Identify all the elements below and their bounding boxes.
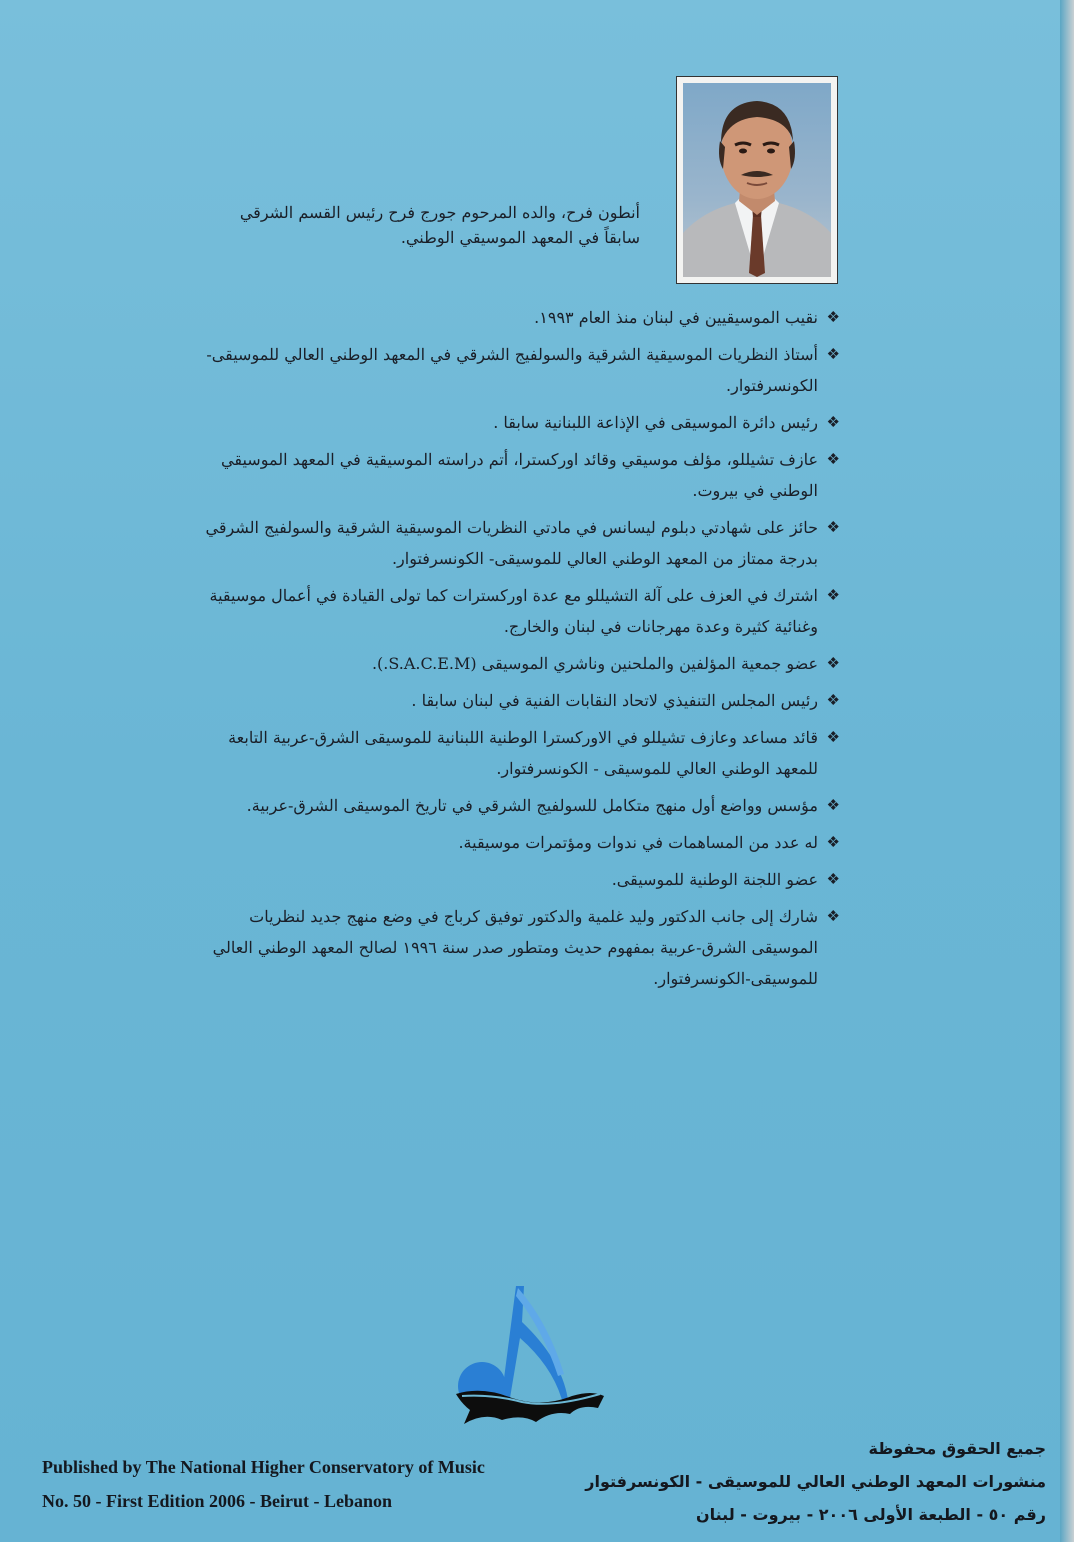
diamond-bullet-icon: ❖ <box>826 345 840 363</box>
list-item: ❖ شارك إلى جانب الدكتور وليد غلمية والدكتور توفيق كرباج في وضع منهج جديد لنظريات الموسيقى الشرق-عربية بمفهوم حديث ومتطور صدر سنة ١٩٩٦ لصالح المعهد الوطني العالي للموسيقى-الكونسرفتوار. <box>200 901 840 994</box>
list-item: ❖ نقيب الموسيقيين في لبنان منذ العام ١٩٩٣. <box>200 302 840 333</box>
publisher-line: منشورات المعهد الوطني العالي للموسيقى - الكونسرفتوار <box>585 1472 1046 1491</box>
diamond-bullet-icon: ❖ <box>826 796 840 814</box>
diamond-bullet-icon: ❖ <box>826 450 840 468</box>
author-intro <box>200 200 640 250</box>
publisher-line: Published by The National Higher Conservatory of Music <box>42 1457 485 1477</box>
author-portrait-photo <box>683 83 831 277</box>
rights-line: جميع الحقوق محفوظة <box>868 1439 1046 1458</box>
diamond-bullet-icon: ❖ <box>826 870 840 888</box>
list-item: ❖ له عدد من المساهمات في ندوات ومؤتمرات موسيقية. <box>200 827 840 858</box>
publisher-arabic <box>560 1432 1046 1531</box>
diamond-bullet-icon: ❖ <box>826 586 840 604</box>
diamond-bullet-icon: ❖ <box>826 654 840 672</box>
publisher-english <box>42 1450 562 1518</box>
diamond-bullet-icon: ❖ <box>826 833 840 851</box>
diamond-bullet-icon: ❖ <box>826 691 840 709</box>
list-item: ❖ حائز على شهادتي دبلوم ليسانس في مادتي النظريات الموسيقية الشرقية والسولفيج الشرقي بدرجة ممتاز من المعهد الوطني العالي للموسيقى- الكونسرفتوار. <box>200 512 840 574</box>
list-item: ❖ اشترك في العزف على آلة التشيللو مع عدة اوركسترات كما تولى القيادة في أعمال موسيقية وغنائية كثيرة وعدة مهرجانات في لبنان والخارج. <box>200 580 840 642</box>
list-item: ❖ مؤسس وواضع أول منهج متكامل للسولفيج الشرقي في تاريخ الموسيقى الشرق-عربية. <box>200 790 840 821</box>
diamond-bullet-icon: ❖ <box>826 907 840 925</box>
diamond-bullet-icon: ❖ <box>826 728 840 746</box>
intro-line: سابقاً في المعهد الموسيقي الوطني. <box>400 228 640 247</box>
list-item: ❖ قائد مساعد وعازف تشيللو في الاوركسترا الوطنية اللبنانية للموسيقى الشرق-عربية التابعة للمعهد الوطني العالي للموسيقى - الكونسرفتوار. <box>200 722 840 784</box>
list-item: ❖ رئيس المجلس التنفيذي لاتحاد النقابات الفنية في لبنان سابقا . <box>200 685 840 716</box>
edition-line: رقم ٥٠ - الطبعة الأولى ٢٠٠٦ - بيروت - لبنان <box>695 1505 1046 1524</box>
conservatory-logo-icon <box>452 1282 608 1434</box>
intro-line: أنطون فرح، والده المرحوم جورج فرح رئيس القسم الشرقي <box>239 203 640 222</box>
list-item: ❖ أستاذ النظريات الموسيقية الشرقية والسولفيج الشرقي في المعهد الوطني العالي للموسيقى- الكونسرفتوار. <box>200 339 840 401</box>
edition-line: No. 50 - First Edition 2006 - Beirut - Lebanon <box>42 1491 393 1511</box>
list-item: ❖ رئيس دائرة الموسيقى في الإذاعة اللبنانية سابقا . <box>200 407 840 438</box>
biography-list <box>200 302 840 1000</box>
list-item: ❖ عازف تشيللو، مؤلف موسيقي وقائد اوركسترا، أتم دراسته الموسيقية في المعهد الموسيقي الوطني في بيروت. <box>200 444 840 506</box>
list-item: ❖ عضو جمعية المؤلفين والملحنين وناشري الموسيقى (S.A.C.E.M.). <box>200 648 840 679</box>
diamond-bullet-icon: ❖ <box>826 413 840 431</box>
author-photo-frame <box>676 76 838 284</box>
page-edge <box>1060 0 1074 1542</box>
diamond-bullet-icon: ❖ <box>826 518 840 536</box>
list-item: ❖ عضو اللجنة الوطنية للموسيقى. <box>200 864 840 895</box>
diamond-bullet-icon: ❖ <box>826 308 840 326</box>
